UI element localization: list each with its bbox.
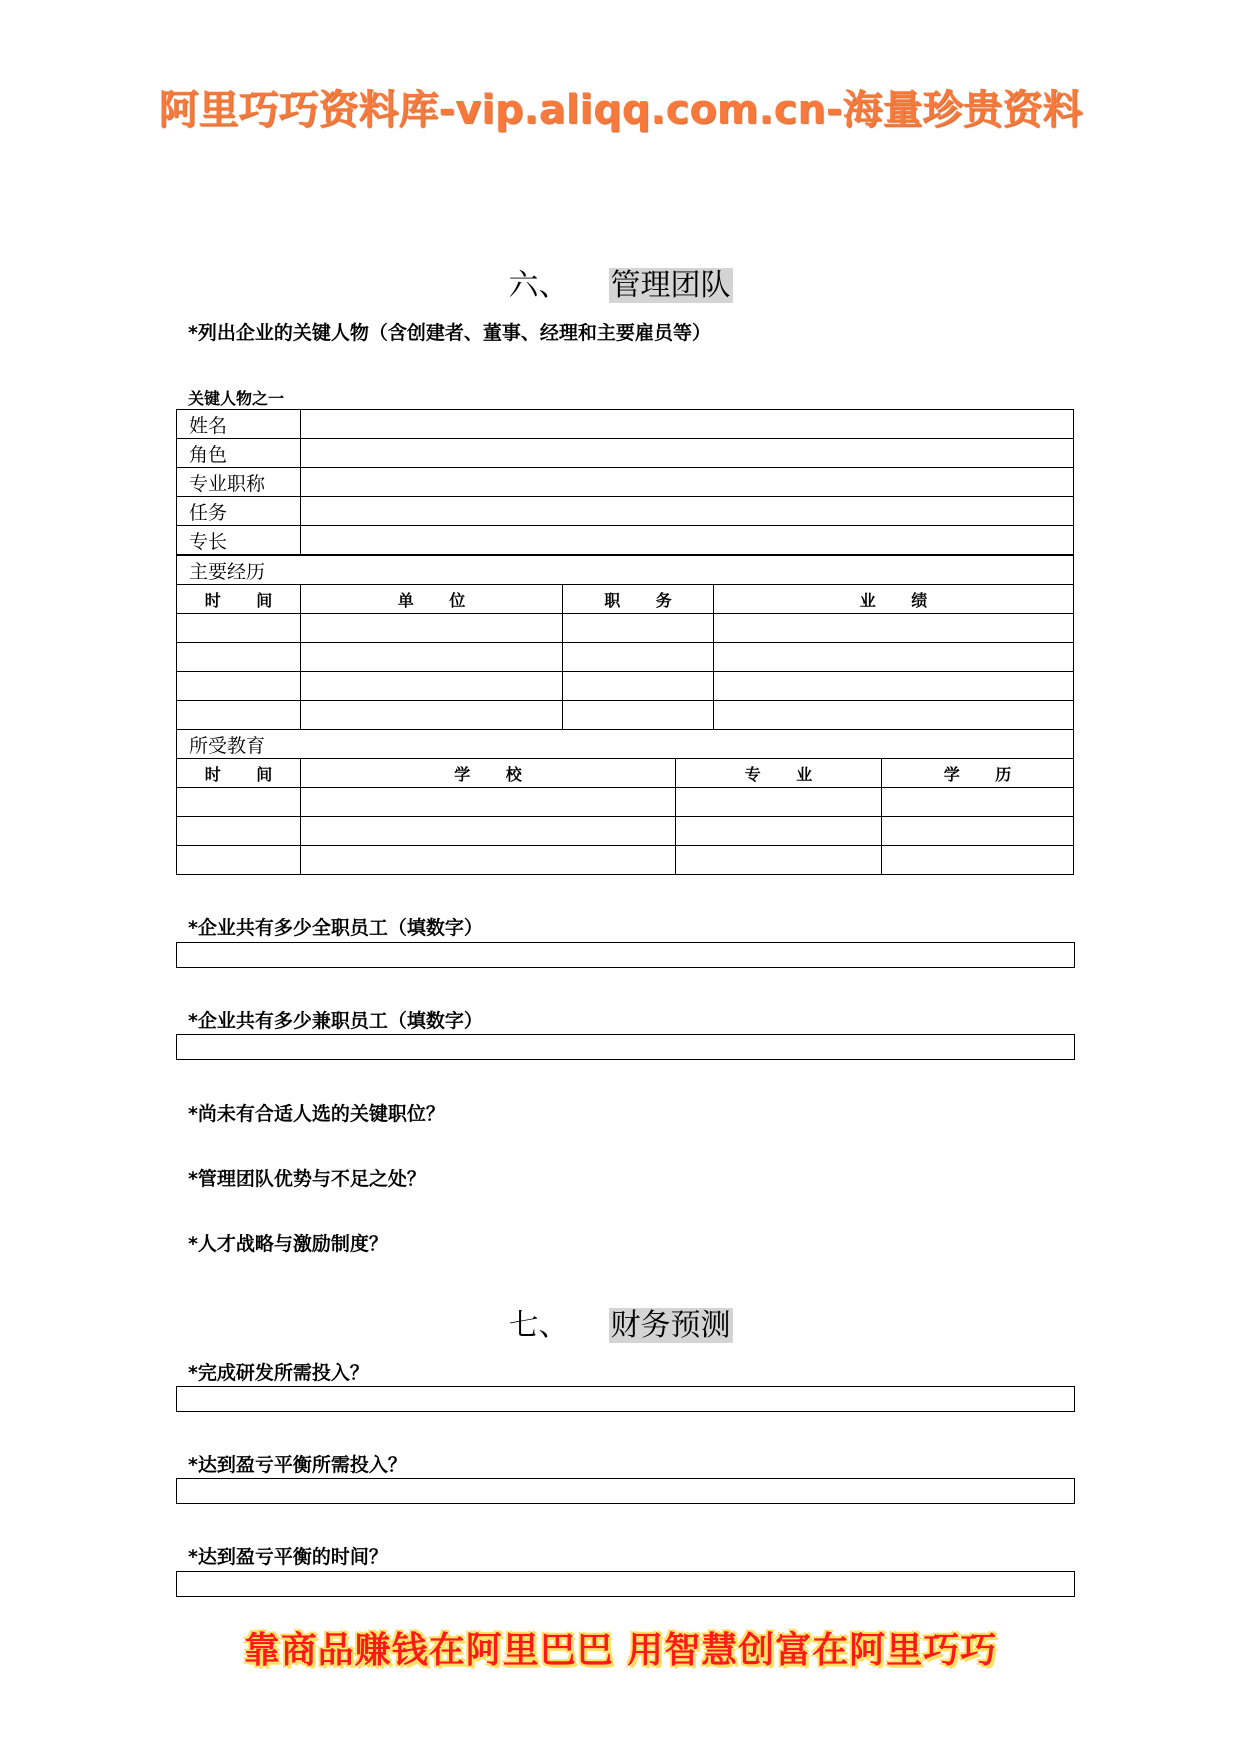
edu-header-major: 专 业 [676,759,882,788]
table-row [177,788,1074,817]
table-cell[interactable] [177,614,301,643]
field-label-specialty: 专长 [177,526,301,555]
table-cell[interactable] [714,672,1074,701]
section-number: 六、 [508,268,569,303]
field-label-role: 角色 [177,439,301,468]
table-cell[interactable] [563,672,714,701]
table-cell[interactable] [676,788,882,817]
table-cell[interactable] [301,614,563,643]
question-breakeven-investment: *达到盈亏平衡所需投入？ [188,1454,407,1476]
question-key-people: *列出企业的关键人物（含创建者、董事、经理和主要雇员等） [188,322,711,344]
table-cell[interactable] [714,701,1074,730]
table-cell[interactable] [714,614,1074,643]
table-cell[interactable] [882,788,1074,817]
table-cell[interactable] [714,643,1074,672]
table-cell[interactable] [563,701,714,730]
exp-header-achievement: 业 绩 [714,585,1074,614]
table-row [177,701,1074,730]
field-input-specialty[interactable] [301,526,1074,555]
table-cell[interactable] [301,846,676,875]
exp-header-time: 时 间 [177,585,301,614]
question-rd-investment: *完成研发所需投入？ [188,1362,369,1384]
question-parttime: *企业共有多少兼职员工（填数字） [188,1010,483,1032]
table-cell[interactable] [177,701,301,730]
table-cell[interactable] [177,788,301,817]
table-cell[interactable] [301,643,563,672]
breakeven-time-input[interactable] [176,1571,1075,1597]
field-input-name[interactable] [301,410,1074,439]
table-row [177,614,1074,643]
education-label: 所受教育 [177,730,1074,759]
section-number: 七、 [508,1308,569,1343]
section-title-financial [0,1300,1241,1344]
question-team-strengths: *管理团队优势与不足之处？ [188,1168,426,1190]
table-cell[interactable] [882,817,1074,846]
field-label-name: 姓名 [177,410,301,439]
table-cell[interactable] [177,643,301,672]
exp-header-unit: 单 位 [301,585,563,614]
table-cell[interactable] [301,788,676,817]
table-cell[interactable] [676,817,882,846]
experience-table [176,555,1074,730]
table-cell[interactable] [301,672,563,701]
table-cell[interactable] [301,817,676,846]
table-cell[interactable] [301,701,563,730]
table-row [177,672,1074,701]
edu-header-school: 学 校 [301,759,676,788]
parttime-input[interactable] [176,1034,1075,1060]
education-table [176,729,1074,875]
person-info-table [176,409,1074,555]
rd-investment-input[interactable] [176,1386,1075,1412]
question-fulltime: *企业共有多少全职员工（填数字） [188,917,483,939]
field-label-title: 专业职称 [177,468,301,497]
field-input-duty[interactable] [301,497,1074,526]
table-cell[interactable] [177,672,301,701]
table-cell[interactable] [177,817,301,846]
table-cell[interactable] [563,643,714,672]
field-label-duty: 任务 [177,497,301,526]
breakeven-investment-input[interactable] [176,1478,1075,1504]
experience-label: 主要经历 [177,556,1074,585]
question-vacant-positions: *尚未有合适人选的关键职位？ [188,1103,445,1125]
field-input-role[interactable] [301,439,1074,468]
key-person-label: 关键人物之一 [188,389,285,408]
header-banner: 阿里巧巧资料库-vip.aliqq.com.cn-海量珍贵资料 [158,87,1083,133]
edu-header-degree: 学 历 [882,759,1074,788]
exp-header-position: 职 务 [563,585,714,614]
question-breakeven-time: *达到盈亏平衡的时间？ [188,1546,388,1568]
table-cell[interactable] [563,614,714,643]
table-row [177,846,1074,875]
table-row [177,643,1074,672]
question-talent-strategy: *人才战略与激励制度？ [188,1233,388,1255]
table-cell[interactable] [177,846,301,875]
section-heading: 财务预测 [610,1308,731,1343]
footer-slogan: 靠商品赚钱在阿里巴巴 用智慧创富在阿里巧巧 [243,1630,998,1671]
table-row [177,817,1074,846]
field-input-title[interactable] [301,468,1074,497]
table-cell[interactable] [676,846,882,875]
fulltime-input[interactable] [176,942,1075,968]
edu-header-time: 时 间 [177,759,301,788]
section-title-management [0,260,1241,304]
section-heading: 管理团队 [610,268,731,303]
table-cell[interactable] [882,846,1074,875]
